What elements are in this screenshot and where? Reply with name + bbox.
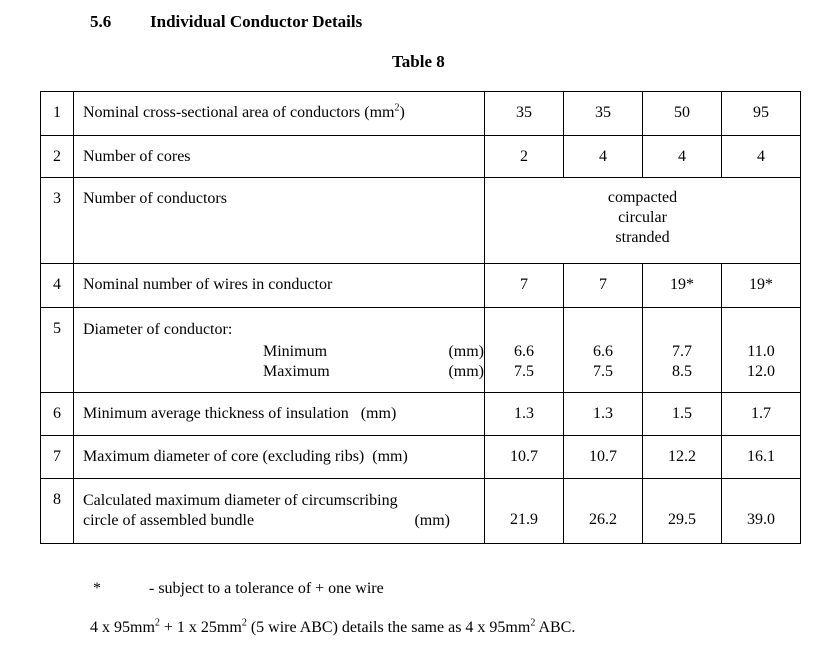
cell-value: 10.7 <box>589 448 617 465</box>
cell-value: 1.5 <box>672 405 692 422</box>
row-index: 3 <box>53 190 61 207</box>
row-index: 4 <box>53 276 61 293</box>
cell-value: 1.3 <box>593 405 613 422</box>
cell-value: 6.6 7.5 <box>593 343 613 380</box>
row-label: Minimum average thickness of insulation (mm) <box>83 405 397 422</box>
cell-value: 7 <box>520 276 528 293</box>
footnote-text: - subject to a tolerance of + one wire <box>149 580 384 597</box>
cell-value: 95 <box>753 104 769 121</box>
row-label: Number of cores <box>83 148 191 165</box>
row-index: 6 <box>53 405 61 422</box>
footnote-tolerance <box>93 580 384 598</box>
table-row <box>41 308 801 393</box>
table-row <box>41 92 801 136</box>
row-index: 5 <box>53 320 61 337</box>
cell-value: 7 <box>599 276 607 293</box>
table-row <box>41 136 801 178</box>
cell-value: 35 <box>516 104 532 121</box>
cell-value: 1.7 <box>751 405 771 422</box>
table-row <box>41 178 801 264</box>
sub-label-minimum: Minimum <box>263 343 328 360</box>
row-index: 7 <box>53 448 61 465</box>
cell-value: 10.7 <box>510 448 538 465</box>
section-number: 5.6 <box>90 12 112 31</box>
sub-label-maximum: Maximum <box>263 363 330 380</box>
cell-value: 21.9 <box>510 511 538 528</box>
table-title: Table 8 <box>392 52 445 71</box>
cell-value: 39.0 <box>747 511 775 528</box>
cell-value: 6.6 7.5 <box>514 343 534 380</box>
cell-value: 12.2 <box>668 448 696 465</box>
table-row <box>41 393 801 436</box>
cell-value: 2 <box>520 148 528 165</box>
row-label: Nominal cross-sectional area of conductors $(mm^2)$ <box>83 102 405 121</box>
cell-value: 1.3 <box>514 405 534 422</box>
cell-value: 29.5 <box>668 511 696 528</box>
row-label: Diameter of conductor: Minimum (mm) Maximum (mm) <box>83 321 484 380</box>
row-label: Calculated maximum diameter of circumscribing circle of assembled bundle (mm) <box>83 492 450 529</box>
cell-value: 11.0 12.0 <box>747 343 775 380</box>
cell-value: 4 <box>599 148 607 165</box>
row-label: Nominal number of wires in conductor <box>83 276 333 293</box>
section-title: Individual Conductor Details <box>150 12 363 31</box>
row-index: 2 <box>53 148 61 165</box>
unit-label: (mm) <box>448 363 484 380</box>
cell-value: 4 <box>757 148 765 165</box>
cell-value: 7.7 8.5 <box>672 343 692 380</box>
merged-cell-value: compacted circular stranded <box>607 189 678 246</box>
row-index: 1 <box>53 104 61 121</box>
cell-value: 16.1 <box>747 448 775 465</box>
cell-value: 35 <box>595 104 611 121</box>
table-row <box>41 264 801 308</box>
table-row <box>41 436 801 479</box>
cell-value: 19* <box>670 276 694 293</box>
cell-value: 26.2 <box>589 511 617 528</box>
section-heading <box>90 12 362 32</box>
unit-label: (mm) <box>414 512 450 529</box>
footnote-abc: 4 x $95mm^2 + 1$ x $25mm^2$ (5 wire ABC) details the same as 4 x $95mm^2$ ABC. <box>90 617 576 636</box>
conductor-details-table <box>40 91 801 544</box>
cell-value: 19* <box>749 276 773 293</box>
row-label: Number of conductors <box>83 190 227 207</box>
row-label: Maximum diameter of core (excluding ribs) (mm) <box>83 448 408 465</box>
table-row <box>41 479 801 544</box>
footnote-mark: * <box>93 580 101 597</box>
cell-value: 4 <box>678 148 686 165</box>
unit-label: (mm) <box>448 343 484 360</box>
row-index: 8 <box>53 491 61 508</box>
cell-value: 50 <box>674 104 690 121</box>
